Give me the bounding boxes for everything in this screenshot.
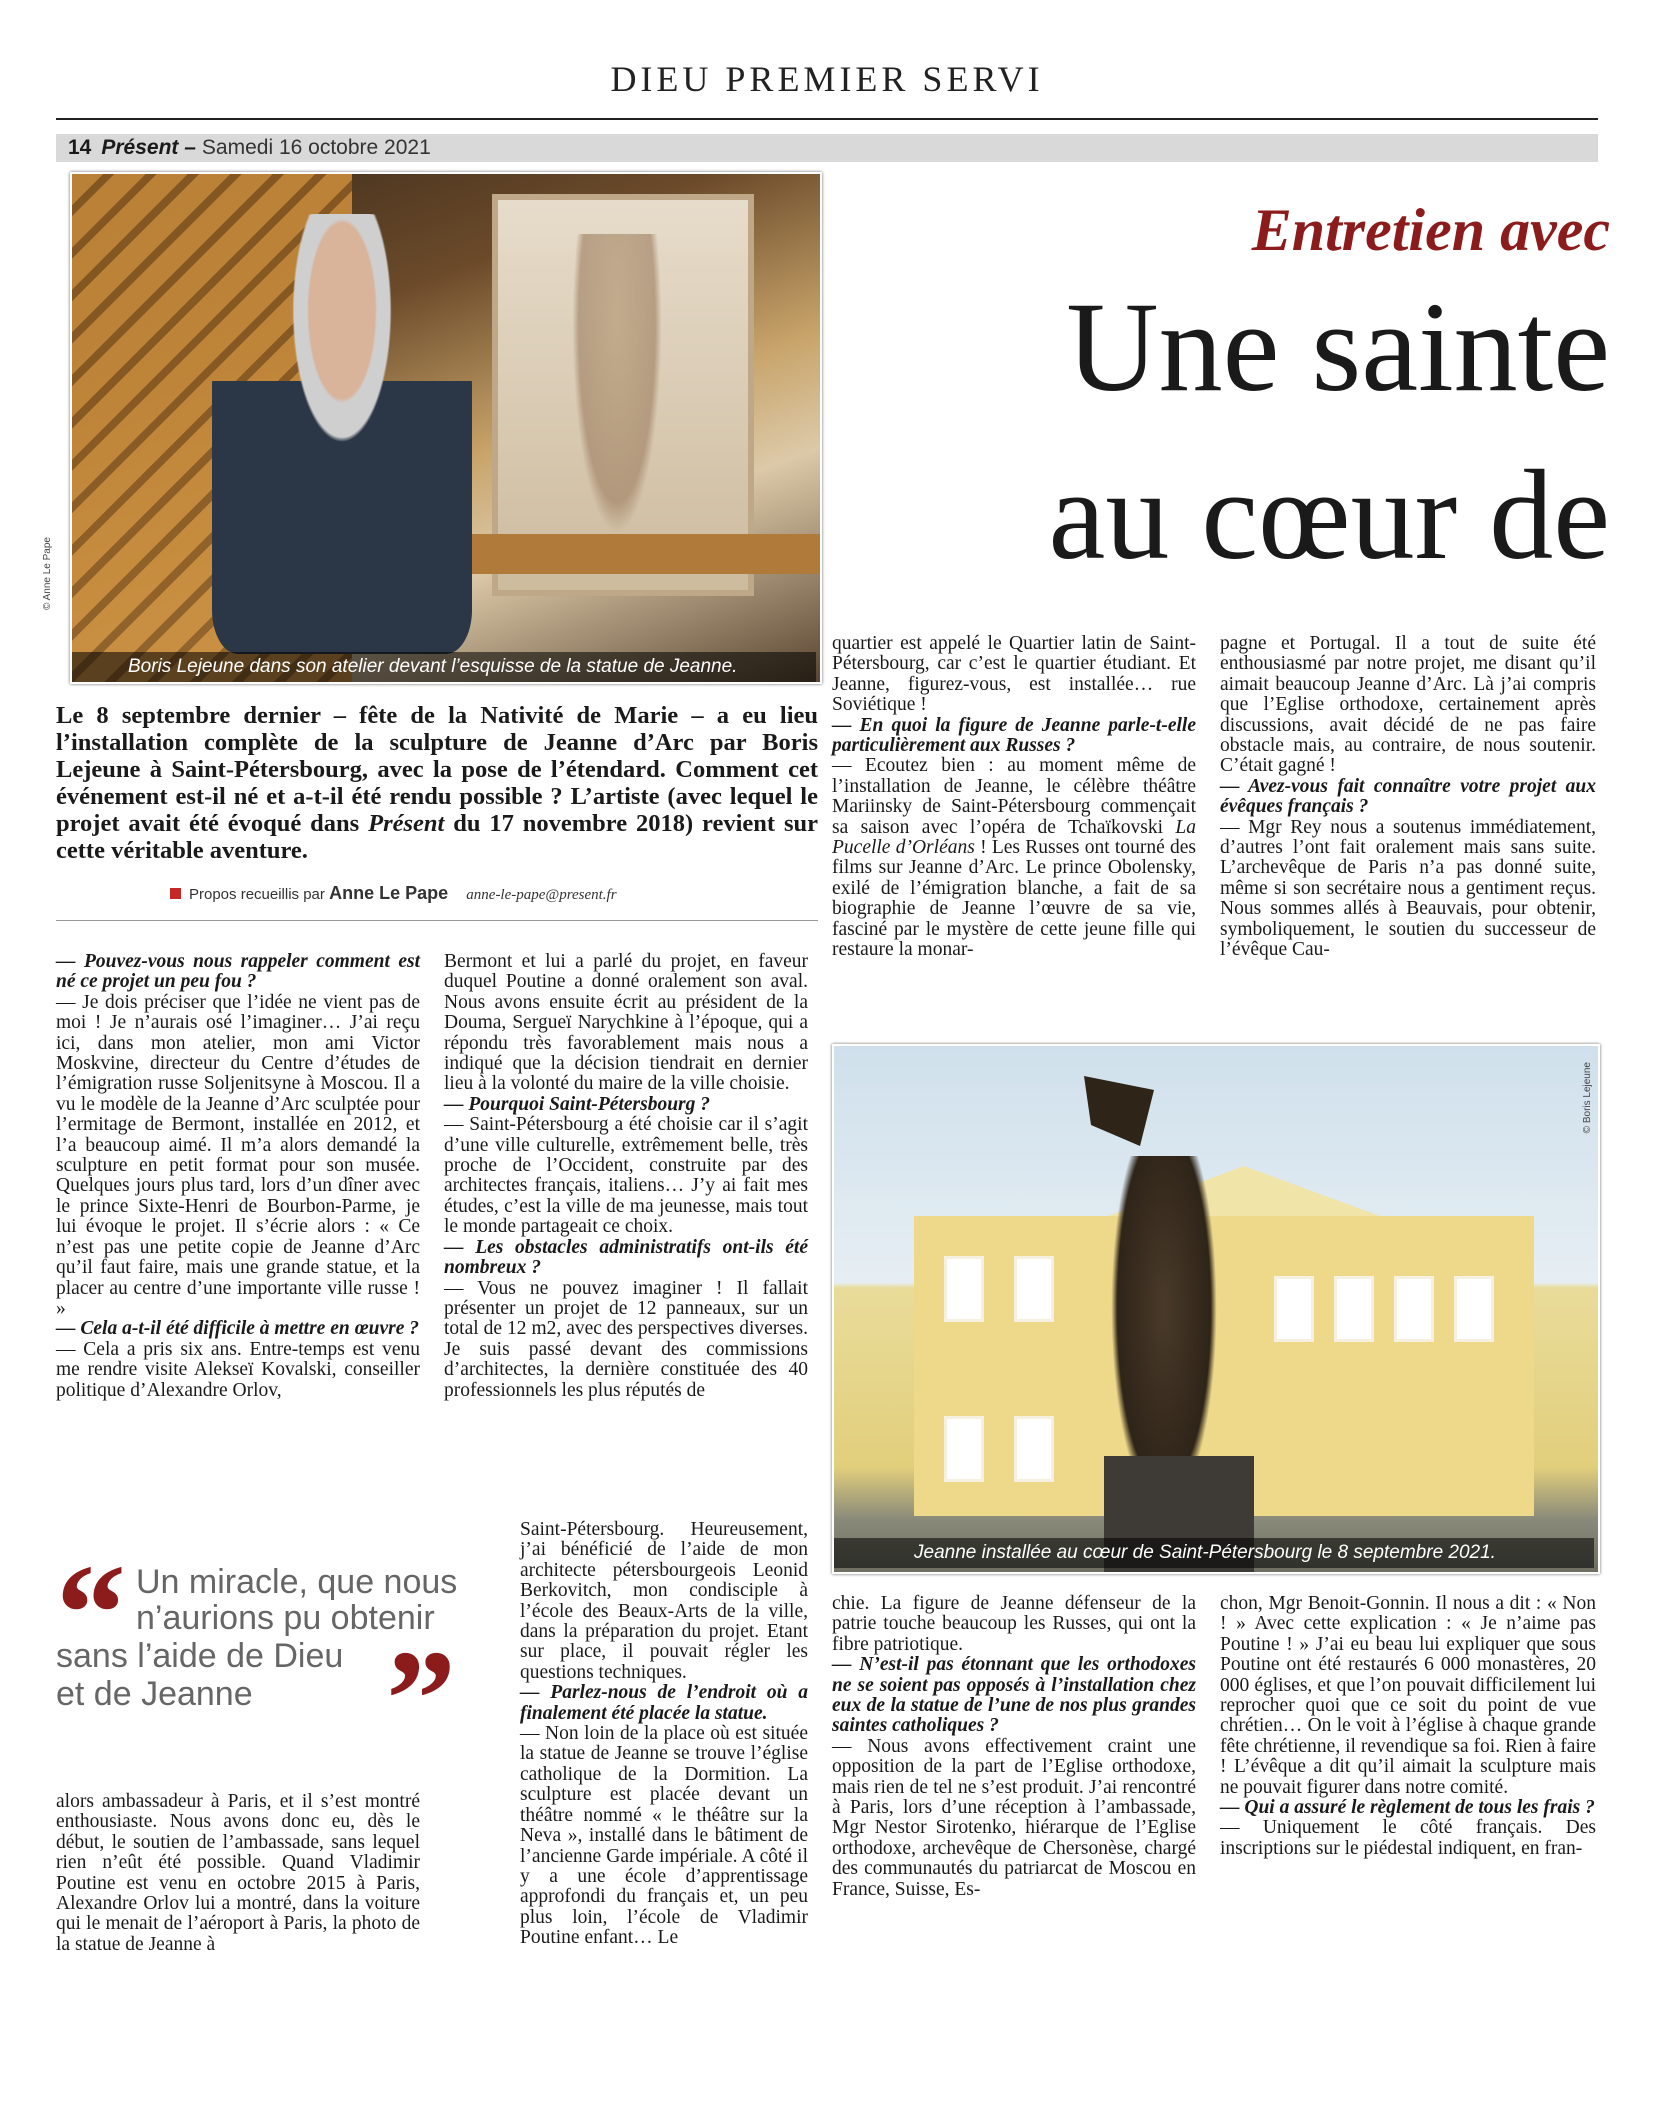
column-2-top	[444, 952, 808, 1401]
section-masthead: DIEU PREMIER SERVI	[610, 59, 1044, 99]
byline	[170, 883, 818, 904]
issue-date: Samedi 16 octobre 2021	[201, 136, 431, 159]
opera-title: La Pucelle d’Orléans	[832, 816, 1196, 859]
publication-name: Présent –	[101, 136, 196, 159]
answer: pagne et Portugal. Il a tout de suite été enthousiasmé par notre projet, me disant qu’il aimait beaucoup Jeanne d’Arc. Là j’ai compris que l’Eglise orthodoxe, certainement après discussions, avait décidé de ne pas faire obstacle mais, au contraire, de nous soutenir. C’était gagné !	[1220, 633, 1596, 777]
artist-figure-shape	[212, 214, 472, 654]
date-band	[56, 134, 1598, 162]
column-1-bottom	[56, 1792, 420, 1955]
answer: Saint-Pétersbourg. Heureusement, j’ai bénéficié de l’aide de mon architecte pétersbourgeois Leonid Berkovitch, mon condisciple à l’école des Beaux-Arts de la ville, dans la préparation du projet. Etant sur place, il pouvait régler les questions techniques.	[520, 1519, 808, 1683]
photo2-caption: Jeanne installée au cœur de Saint-Pétersbourg le 8 septembre 2021.	[834, 1538, 1594, 1568]
question: — En quoi la figure de Jeanne parle-t-elle particulièrement aux Russes ?	[832, 714, 1196, 757]
answer: chie. La figure de Jeanne défenseur de la patrie touche beaucoup les Russes, qui ont la fibre patriotique.	[832, 1593, 1196, 1655]
answer	[832, 756, 1196, 960]
pullquote-line4: et de Jeanne	[56, 1675, 253, 1713]
window-shape	[1394, 1276, 1434, 1342]
question: — Parlez-nous de l’endroit où a finalement été placée la statue.	[520, 1682, 808, 1724]
pull-quote	[56, 1536, 496, 1777]
answer: — Mgr Rey nous a soutenus immédiatement, d’autres l’ont fait oralement mais sans suite. L’archevêque de Paris n’a pas donné suite, même si son secrétaire nous a gentiment reçus. Nous sommes allés à Beauvais, pour obtenir, symboliquement, le soutien du successeur de l’évêque Cau-	[1220, 816, 1596, 961]
answer: Bermont et lui a parlé du projet, en faveur duquel Poutine a donné oralement son aval. Nous avons ensuite écrit au président de la Douma, Sergueï Narychkine à l’époque, qui a répondu très favorablement mais nous a indiqué que la décision tiendrait en dernier lieu à la volonté du maire de la ville choisie.	[444, 951, 808, 1095]
lead-divider	[56, 920, 818, 921]
question: — Les obstacles administratifs ont-ils été nombreux ?	[444, 1236, 808, 1279]
window-shape	[944, 1416, 984, 1482]
column-2-wrap	[520, 1520, 808, 1949]
window-shape	[1454, 1276, 1494, 1342]
answer: — Vous ne pouvez imaginer ! Il fallait présenter un projet de 12 panneaux, sur un total de 12 m2, avec des perspectives diverses. Je suis passé devant des commissions d’architectes, la dernière constituée des 40 professionnels les plus réputés de	[444, 1277, 808, 1401]
byline-square-icon	[170, 888, 181, 899]
column-4-top	[1220, 634, 1596, 961]
pullquote-line1: Un miracle, que nous	[136, 1563, 458, 1601]
answer: — Je dois préciser que l’idée ne vient pas de moi ! Je n’aurais osé l’imaginer… J’ai reçu ici, dans mon atelier, mon ami Victor Moskvine, directeur du Centre d’études de l’émigration russe Soljenitsyne à Moscou. Il a vu le modèle de la Jeanne d’Arc sculptée pour l’ermitage de Bermont, installée en 2012, et l’a beaucoup aimé. Il m’a alors demandé la sculpture en petit format pour son musée. Quelques jours plus tard, lors d’un dîner avec le prince Sixte-Henri de Bourbon-Parme, je lui évoque le projet. Il s’écrie alors : « Ce n’est pas une petite copie de Jeanne d’Arc qu’il faut faire, mais une grande statue, et la placer au centre d’une importante ville russe ! »	[56, 991, 420, 1319]
answer: — Non loin de la place où est située la statue de Jeanne se trouve l’église catholique de la Dormition. La sculpture est placée devant un théâtre nommé « le théâtre sur la Neva », installé dans le bâtiment de l’ancienne Garde impériale. A côté il y a une école d’apprentissage approfondi du français et, un peu plus loin, l’école de Vladimir Poutine enfant… Le	[520, 1723, 808, 1949]
byline-author: Anne Le Pape	[329, 883, 449, 903]
statue-photo	[832, 1044, 1600, 1574]
answer-part: — Ecoutez bien : au moment même de l’installation de Jeanne, le célèbre théâtre Mariinsky de Saint-Pétersbourg commençait sa saison avec l’opéra de Tchaïkovski	[832, 755, 1196, 838]
pullquote-line3: sans l’aide de Dieu	[56, 1637, 344, 1675]
answer: chon, Mgr Benoit-Gonnin. Il nous a dit : « Non ! » Avec cette explication : « Je n’aime pas Poutine ! » J’ai eu beau lui expliquer que sous Poutine ont été restaurés 6 000 monastères, 20 000 églises, et que l’on pouvait difficilement lui reprocher quoi que ce soit du point de vue chrétien… On le voit à l’église à chaque grande fête chrétienne, il revendique sa foi. Rien à faire ! L’évêque a dit qu’il aimait la sculpture mais ne pouvait figurer dans notre comité.	[1220, 1593, 1596, 1798]
question: — Avez-vous fait connaître votre projet aux évêques français ?	[1220, 775, 1596, 818]
question: — N’est-il pas étonnant que les orthodoxes ne se soient pas opposés à l’installation chez eux de la statue de l’une de nos plus grandes saintes catholiques ?	[832, 1654, 1196, 1737]
byline-prefix: Propos recueillis par	[189, 886, 325, 903]
page-number: 14	[68, 136, 92, 159]
column-3-top	[832, 634, 1196, 961]
answer: — Saint-Pétersbourg a été choisie car il s’agit d’une ville culturelle, extrêmement belle, très proche de l’Occident, construite par des architectes français, italiens… J’y ai fait mes études, c’est la ville de ma jeunesse, mais tout le monde partageait ce choix.	[444, 1114, 808, 1238]
lead-text-1: Le 8 septembre dernier – fête de la Nativité de Marie – a eu lieu l’installation complète de la sculpture de Jeanne d’Arc par Boris Lejeune à Saint-Pétersbourg, avec la pose de l’étendard. Comment cet événement est-il né et a-t-il été rendu possible ? L’artiste (avec lequel le projet avait été évoqué dans	[56, 702, 818, 837]
byline-email[interactable]: anne-le-pape@present.fr	[466, 887, 617, 903]
lead-text-2: du 17 novembre 2018) revient sur cette véritable aventure.	[56, 810, 818, 864]
photo1-credit: © Anne Le Pape	[42, 537, 53, 610]
headline-kicker: Entretien avec	[1251, 197, 1610, 263]
lead-paragraph	[56, 702, 818, 864]
window-shape	[1014, 1416, 1054, 1482]
close-quote-icon: ”	[386, 1622, 456, 1777]
answer: alors ambassadeur à Paris, et il s’est montré enthousiaste. Nous avons donc eu, dès le début, le soutien de l’ambassade, sans lequel rien n’eût été possible. Quand Vladimir Poutine est venu en octobre 2015 à Paris, Alexandre Orlov lui a montré, dans la voiture qui le menait de l’aéroport à Paris, la photo de la statue de Jeanne à	[56, 1791, 420, 1955]
column-3-bottom	[832, 1594, 1196, 1900]
headline-line2: au cœur de	[1048, 444, 1610, 586]
question: — Pourquoi Saint-Pétersbourg ?	[444, 1093, 711, 1115]
window-shape	[1014, 1256, 1054, 1322]
open-quote-icon: “	[56, 1536, 126, 1691]
window-shape	[1334, 1276, 1374, 1342]
question: — Pouvez-vous nous rappeler comment est né ce projet un peu fou ?	[56, 951, 420, 993]
easel-shape	[432, 534, 822, 574]
answer-part: ! Les Russes ont tourné des films sur Jeanne d’Arc. Le prince Obolensky, exilé de l’émigration blanche, a fait de sa biographie de Jeanne l’œuvre de sa vie, fasciné par le mystère de cette jeune fille qui restaure la monar-	[832, 837, 1196, 961]
answer: — Uniquement le côté français. Des inscriptions sur le piédestal indiquent, en fran-	[1220, 1817, 1596, 1859]
pullquote-line2: n’aurions pu obtenir	[136, 1599, 435, 1637]
window-shape	[944, 1256, 984, 1322]
answer: — Nous avons effectivement craint une opposition de la part de l’Eglise orthodoxe, mais rien de tel ne s’est produit. J’ai rencontré à Paris, lors d’une réception à l’ambassade, Mgr Nestor Sirotenko, hiérarque de l’Eglise orthodoxe, archevêque de Chersonèse, chargé des communautés du patriarcat de Moscou en France, Suisse, Es-	[832, 1735, 1196, 1900]
top-rule	[56, 118, 1598, 120]
column-1-top	[56, 952, 420, 1401]
column-4-bottom	[1220, 1594, 1596, 1859]
answer: quartier est appelé le Quartier latin de Saint-Pétersbourg, car c’est le quartier étudiant. Et Jeanne, figurez-vous, est installée… rue Soviétique !	[832, 633, 1196, 716]
banner-shape	[1084, 1076, 1154, 1146]
question: — Qui a assuré le règlement de tous les frais ?	[1220, 1797, 1595, 1819]
headline-line1: Une sainte	[1066, 276, 1610, 418]
sketch-figure-shape	[572, 234, 662, 534]
artist-photo	[70, 172, 822, 684]
question: — Cela a-t-il été difficile à mettre en œuvre ?	[56, 1318, 420, 1340]
window-shape	[1274, 1276, 1314, 1342]
lead-italic: Présent	[368, 810, 445, 837]
photo2-credit: © Boris Lejeune	[1582, 1062, 1593, 1134]
answer: — Cela a pris six ans. Entre-temps est venu me rendre visite Alekseï Kovalski, conseiller politique d’Alexandre Orlov,	[56, 1338, 420, 1401]
photo1-caption: Boris Lejeune dans son atelier devant l’esquisse de la statue de Jeanne.	[72, 652, 816, 682]
